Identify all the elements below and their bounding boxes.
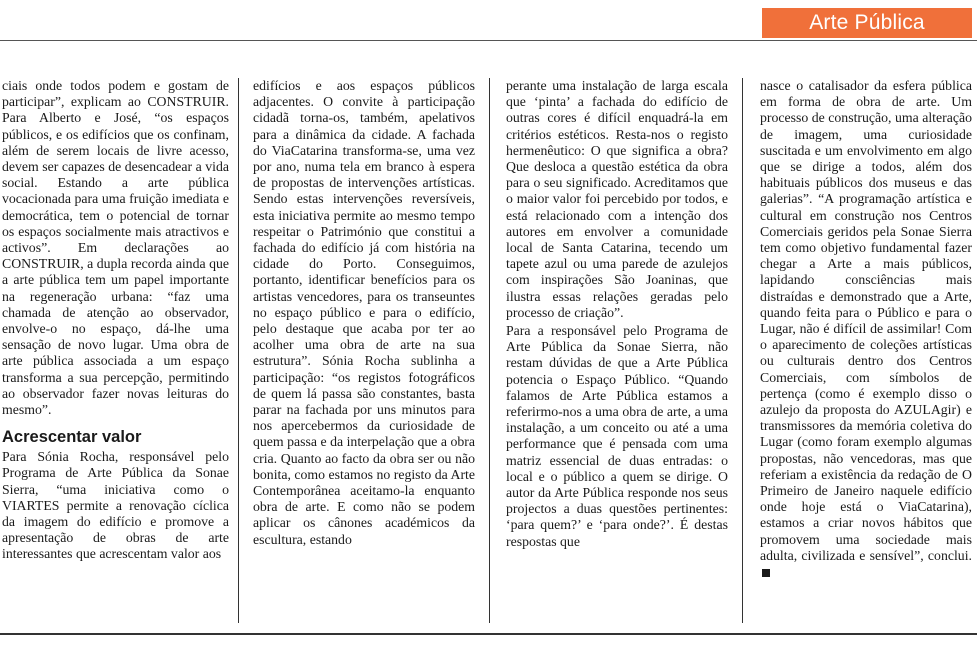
article-column-3 bbox=[506, 78, 728, 626]
column-3-paragraph: Para a responsável pelo Programa de Arte Pública da Sonae Sierra, não restam dúvidas de que a Arte Pública potencia o Espaço Público. “Quando falamos de Arte Pública estamos a referirmo-nos a uma obra de arte, a uma instalação, a um conceito ou até a uma performance que é pensada com uma matriz essencial de duas entradas: o local e o público a quem se dirige. O autor da Arte Pública responde nos seus projectos a duas questões pertinentes: ‘para quem?’ e ‘para onde?’. É destas respostas que bbox=[506, 323, 728, 549]
column-3-paragraph: perante uma instalação de larga escala que ‘pinta’ a fachada do edifício de outras cores é difícil enquadrá-la em critérios estéticos. Resta-nos o registo hermenêutico: O que significa a obra? Que desloca a questão estética da obra para o seu significado. Acreditamos que o maior valor foi percebido por todos, e está relacionado com a intenção dos autores em envolver a comunidade local de Santa Catarina, tecendo um tapete azul ou uma parede de azulejos com inspirações São Joaninas, que ilustra essas relações geradas pelo processo de criação”. bbox=[506, 78, 728, 320]
article-column-4 bbox=[760, 78, 972, 626]
article-column-1 bbox=[2, 78, 229, 626]
column-1-paragraph-after-subheading: Para Sónia Rocha, responsável pelo Programa de Arte Pública da Sonae Sierra, “uma iniciativa como o VIARTES permite a renovação cíclica da imagem do edifício e promove a apresentação de obras de arte interessantes que acrescentam valor aos bbox=[2, 449, 229, 562]
column-2-paragraph: edifícios e aos espaços públicos adjacentes. O convite à participação cidadã torna-os, também, apelativos para a dinâmica da cidade. A fachada do ViaCatarina transforma-se, uma vez por ano, numa tela em branco à espera de propostas de intervenções artísticas. Sendo estas intervenções reversíveis, esta iniciativa permite ao mesmo tempo respeitar o Património que constitui a fachada do edifício já com história na cidade do Porto. Conseguimos, portanto, identificar benefícios para os artistas vencedores, para os transeuntes no espaço público e para o edifício, pelo destaque que acaba por ter ao acolher uma obra de arte na sua estrutura”. Sónia Rocha sublinha a participação: “os registos fotográficos de quem lá passa são constantes, basta parar na fachada por uns minutos para nos apercebermos da curiosidade de quem passa e da interpelação que a obra cria. Quanto ao facto da obra ser ou não bonita, como estamos no registo da Arte Contemporânea aceitamo-la enquanto obra de arte. E como não se podem aplicar os cânones académicos da escultura, estando bbox=[253, 78, 475, 547]
column-divider-3 bbox=[742, 78, 743, 623]
section-banner: Arte Pública bbox=[762, 8, 972, 38]
subheading-acrescentar-valor: Acrescentar valor bbox=[2, 428, 142, 447]
article-column-2 bbox=[253, 78, 475, 626]
bottom-rule bbox=[0, 633, 977, 635]
column-divider-2 bbox=[489, 78, 490, 623]
column-4-text: nasce o catalisador da esfera pública em forma de obra de arte. Um processo de construção, uma alteração de imagem, uma curiosidade suscitada e um envolvimento em algo que se dirige a todos, além dos habituais públicos dos museus e das galerias”. “A programação artística e cultural em construção nos Centros Comerciais geridos pela Sonae Sierra tem como objetivo fundamental fazer chegar a Arte a mais públicos, lapidando consciências mais distraídas e demonstrado que a Arte, quando feita para o Público e para o Lugar, não é difícil de assimilar! Com o aparecimento de coleções artísticas ou culturais dentro dos Centros Comerciais, com símbolos de pertença (como é exemplo disso o azulejo da proposta do AZULAgir) e transmissores da memória coletiva do Lugar (como foram exemplo algumas propostas, não vencedoras, mas que referiam a existência da redação de O Primeiro de Janeiro naquele edifício onde hoje está o ViaCatarina), estamos a criar novos hábitos que promovem uma sociedade mais adulta, civilizada e sensível”, conclui. bbox=[760, 78, 972, 563]
top-rule bbox=[0, 40, 977, 41]
end-of-article-mark bbox=[762, 569, 770, 577]
column-1-paragraph: ciais onde todos podem e gostam de participar”, explicam ao CONSTRUIR. Para Alberto e José, “os espaços públicos, e os edifícios que os confinam, além de serem locais de livre acesso, devem ser capazes de desencadear a vida social. Estando a arte pública vocacionada para uma fruição imediata e democrática, tem o potencial de tornar os espaços socialmente mais atractivos e activos”. Em declarações ao CONSTRUIR, a dupla recorda ainda que a arte pública tem um papel importante na regeneração urbana: “faz uma chamada de atenção ao observador, envolve-o no espaço, dá-lhe uma sensação de novo lugar. Uma obra de arte pública associada a um espaço transforma a sua percepção, permitindo ao observador fazer novas leituras do mesmo”. bbox=[2, 78, 229, 418]
column-divider-1 bbox=[238, 78, 239, 623]
column-4-paragraph bbox=[760, 78, 972, 580]
